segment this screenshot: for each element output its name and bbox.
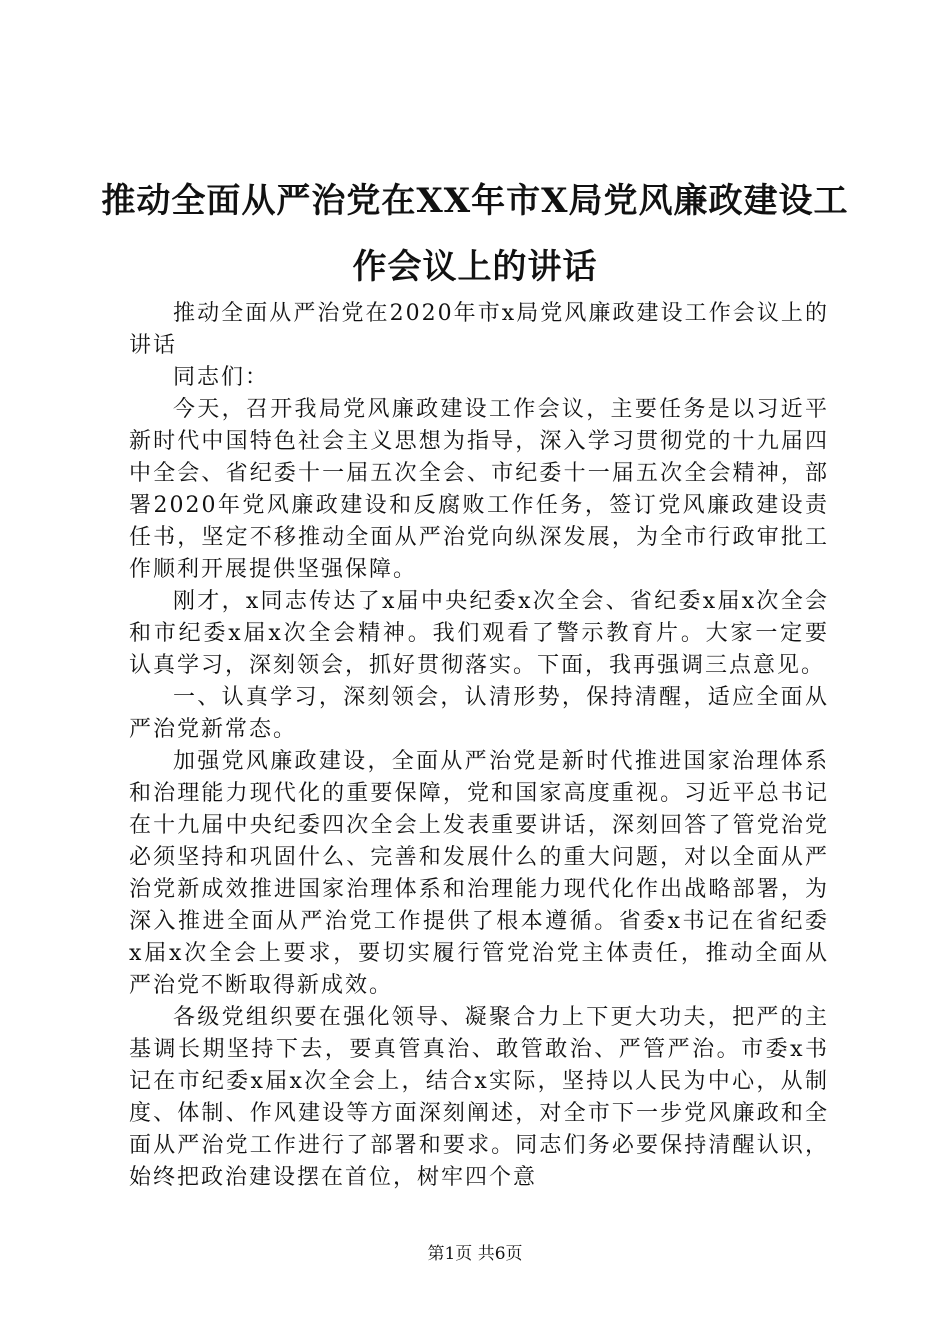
paragraph-section-1-a: 加强党风廉政建设，全面从严治党是新时代推进国家治理体系和治理能力现代化的重要保障，党和国家高度重视。习近平总书记在十九届中央纪委四次全会上发表重要讲话，深刻回答了管党治党必须坚持和巩固什么、完善和发展什么的重大问题，对以全面从严治党新成效推进国家治理体系和治理能力现代化作出战略部署，为深入推进全面从严治党工作提供了根本遵循。省委x书记在省纪委x届x次全会上要求，要切实履行管党治党主体责任，推动全面从严治党不断取得新成效。 bbox=[129, 749, 829, 998]
paragraph-briefing: 刚才，x同志传达了x届中央纪委x次全会、省纪委x届x次全会和市纪委x届x次全会精神。我们观看了警示教育片。大家一定要认真学习，深刻领会，抓好贯彻落实。下面，我再强调三点意见。 bbox=[129, 589, 829, 678]
document-body bbox=[129, 298, 829, 1194]
section-heading-1: 一、认真学习，深刻领会，认清形势，保持清醒，适应全面从严治党新常态。 bbox=[129, 685, 829, 742]
paragraph-opening: 今天，召开我局党风廉政建设工作会议，主要任务是以习近平新时代中国特色社会主义思想为指导，深入学习贯彻党的十九届四中全会、省纪委十一届五次全会、市纪委十一届五次全会精神，部署2020年党风廉政建设和反腐败工作任务，签订党风廉政建设责任书，坚定不移推动全面从严治党向纵深发展，为全市行政审批工作顺利开展提供坚强保障。 bbox=[129, 397, 829, 582]
document-title: 推动全面从严治党在XX年市X局党风廉政建设工作会议上的讲话 bbox=[101, 181, 849, 287]
paragraph-salutation: 同志们： bbox=[173, 365, 270, 390]
page-number-footer: 第1页 共6页 bbox=[427, 1244, 523, 1264]
paragraph-section-1-b: 各级党组织要在强化领导、凝聚合力上下更大功夫，把严的主基调长期坚持下去，要真管真治、敢管敢治、严管严治。市委x书记在市纪委x届x次全会上，结合x实际，坚持以人民为中心，从制度、体制、作风建设等方面深刻阐述，对全市下一步党风廉政和全面从严治党工作进行了部署和要求。同志们务必要保持清醒认识，始终把政治建设摆在首位，树牢四个意 bbox=[129, 1005, 829, 1190]
paragraph-subtitle: 推动全面从严治党在2020年市x局党风廉政建设工作会议上的讲话 bbox=[129, 301, 829, 358]
